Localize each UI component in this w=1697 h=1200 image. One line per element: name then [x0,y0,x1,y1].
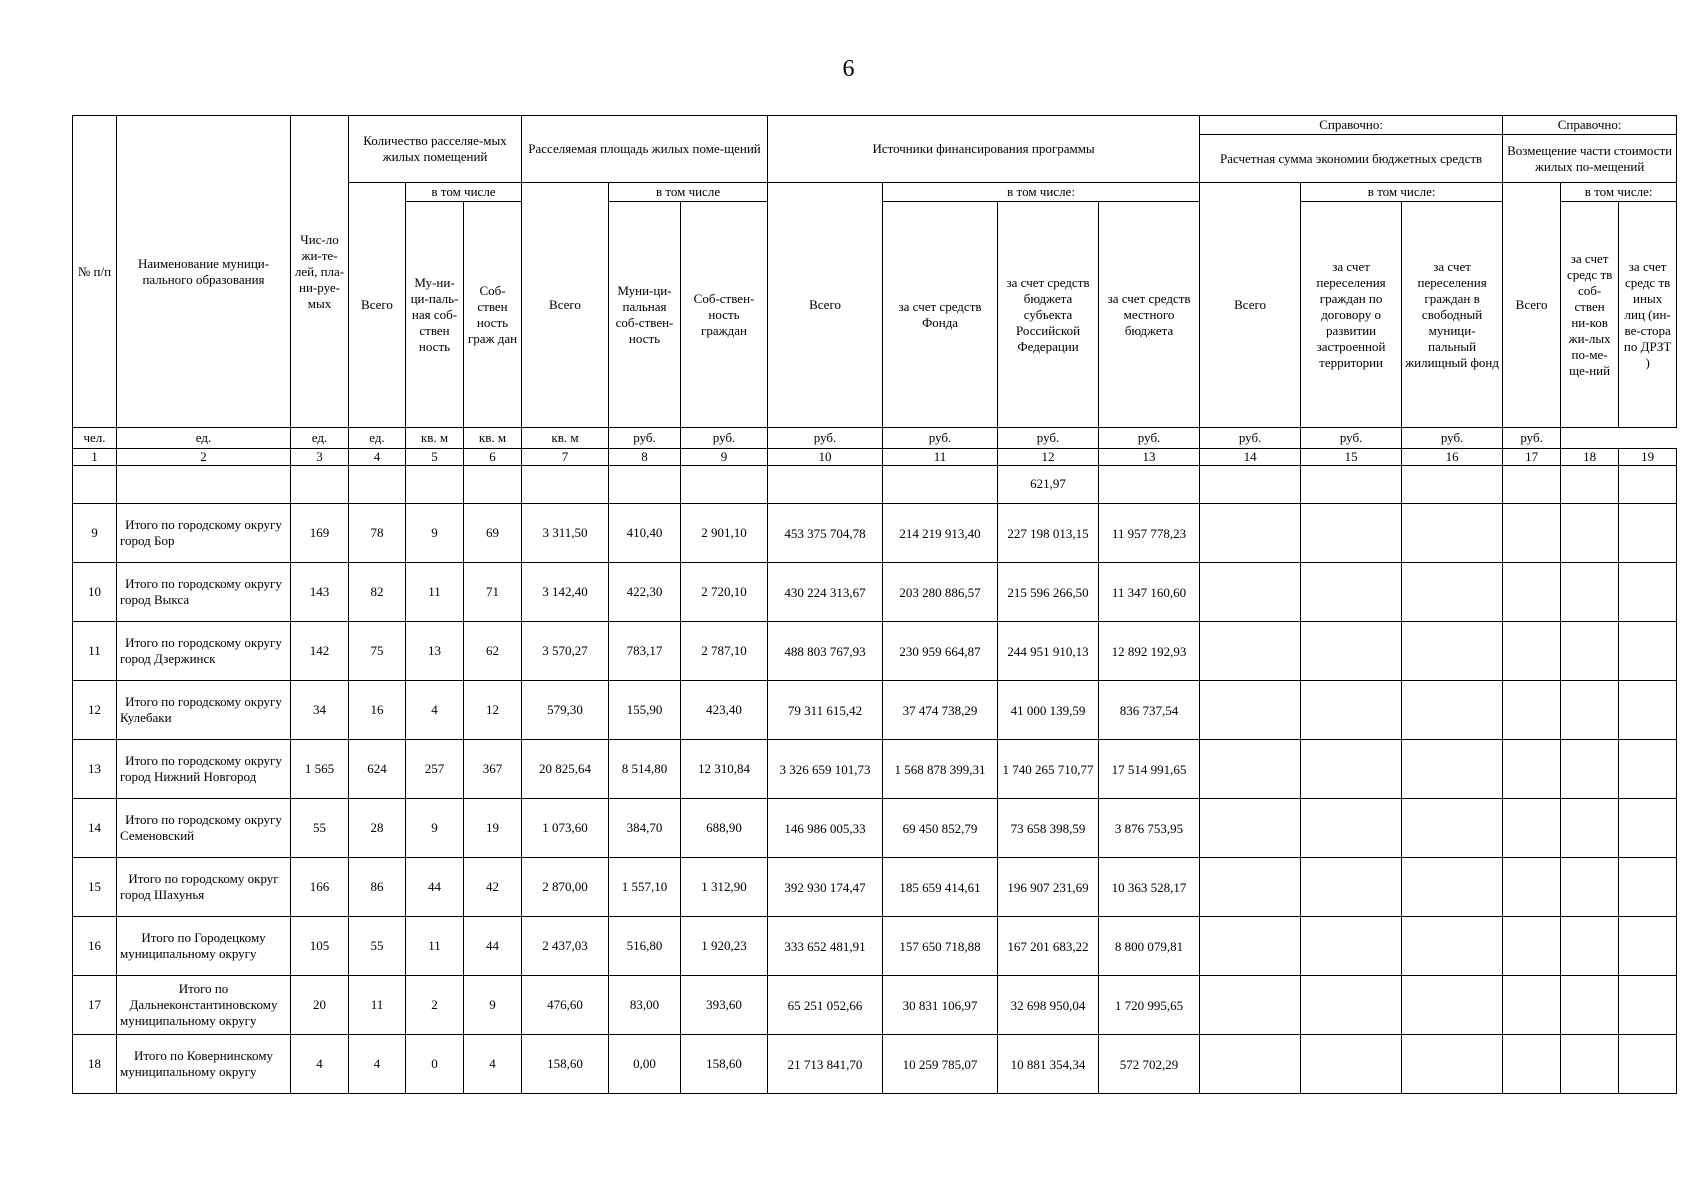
reference-empty-cell [1619,563,1677,622]
column-number: 13 [1099,449,1200,466]
financing-local-cell: 12 892 192,93 [1099,622,1200,681]
resettlement-table [72,115,1677,1094]
rooms-total-cell: 75 [349,622,406,681]
column-number: 5 [406,449,464,466]
reference-empty-cell [1561,504,1619,563]
unit-cell: руб. [1200,428,1301,449]
rooms-private-cell: 44 [464,917,522,976]
financing-total-cell: 146 986 005,33 [768,799,883,858]
municipality-name: Итого по городскому округу город Нижний Новгород [117,740,291,799]
reference-empty-cell [1301,1035,1402,1094]
header-incl: в том числе [406,183,522,202]
rooms-private-cell: 12 [464,681,522,740]
reference-empty-cell [1402,917,1503,976]
area-private-cell: 1 312,90 [681,858,768,917]
header-area-total: Всего [522,183,609,428]
area-municipal-cell: 384,70 [609,799,681,858]
column-number: 9 [681,449,768,466]
financing-local-cell: 11 347 160,60 [1099,563,1200,622]
municipality-name: Итого по городскому округ город Шахунья [117,858,291,917]
table-row [73,917,1677,976]
table-row [73,622,1677,681]
reference-empty-cell [1503,858,1561,917]
header-incl: в том числе [609,183,768,202]
area-total-cell: 2 870,00 [522,858,609,917]
rooms-municipal-cell: 4 [406,681,464,740]
reference-empty-cell [1402,1035,1503,1094]
row-number: 16 [73,917,117,976]
table-header [73,116,1677,504]
row-number: 9 [73,504,117,563]
rooms-total-cell: 86 [349,858,406,917]
rooms-total-cell: 11 [349,976,406,1035]
financing-fund-cell: 69 450 852,79 [883,799,998,858]
financing-fund-cell: 185 659 414,61 [883,858,998,917]
column-number: 15 [1301,449,1402,466]
financing-local-cell: 836 737,54 [1099,681,1200,740]
financing-fund-cell: 230 959 664,87 [883,622,998,681]
financing-total-cell: 430 224 313,67 [768,563,883,622]
rooms-municipal-cell: 257 [406,740,464,799]
reference-empty-cell [1619,1035,1677,1094]
rooms-municipal-cell: 11 [406,917,464,976]
header-local: за счет средств местного бюджета [1099,202,1200,428]
area-municipal-cell: 83,00 [609,976,681,1035]
header-num: № п/п [73,116,117,428]
reference-empty-cell [1561,622,1619,681]
header-rooms-municipal: Му-ни-ци-паль-ная соб-ствен ность [406,202,464,428]
rooms-private-cell: 62 [464,622,522,681]
table-row [73,858,1677,917]
reference-empty-cell [1619,622,1677,681]
financing-regional-cell: 10 881 354,34 [998,1035,1099,1094]
reference-empty-cell [1402,858,1503,917]
reference-empty-cell [1301,917,1402,976]
reference-empty-cell [1503,1035,1561,1094]
area-municipal-cell: 155,90 [609,681,681,740]
header-sources-group: Источники финансирования программы [768,116,1200,183]
table-row [73,1035,1677,1094]
header-comp-others: за счет средс тв иных лиц (ин-ве-стора по ДРЗТ ) [1619,202,1677,428]
reference-empty-cell [1200,799,1301,858]
unit-cell: руб. [1301,428,1402,449]
financing-fund-cell: 203 280 886,57 [883,563,998,622]
unit-cell: ед. [349,428,406,449]
residents-cell: 169 [291,504,349,563]
reference-empty-cell [1402,504,1503,563]
reference-empty-cell [1503,681,1561,740]
reference-empty-cell [1503,740,1561,799]
header-compensation-group: Возмещение части стоимости жилых по-мещений [1503,135,1677,183]
rooms-municipal-cell: 13 [406,622,464,681]
reference-empty-cell [1503,799,1561,858]
reference-empty-cell [1503,917,1561,976]
column-number: 17 [1503,449,1561,466]
header-reference-label: Справочно: [1200,116,1503,135]
table-row [73,563,1677,622]
row-number: 13 [73,740,117,799]
area-private-cell: 2 901,10 [681,504,768,563]
reference-empty-cell [1619,681,1677,740]
column-number: 4 [349,449,406,466]
area-total-cell: 1 073,60 [522,799,609,858]
row-number: 14 [73,799,117,858]
area-private-cell: 2 720,10 [681,563,768,622]
header-econ-contract: за счет переселения граждан по договору о развитии застроенной территории [1301,202,1402,428]
rooms-total-cell: 28 [349,799,406,858]
rooms-total-cell: 55 [349,917,406,976]
rooms-total-cell: 4 [349,1035,406,1094]
table-row [73,681,1677,740]
column-numbers-row [73,449,1677,466]
municipality-name: Итого по городскому округу Семеновский [117,799,291,858]
financing-total-cell: 3 326 659 101,73 [768,740,883,799]
rooms-total-cell: 82 [349,563,406,622]
header-comp-total: Всего [1503,183,1561,428]
unit-cell: чел. [73,428,117,449]
header-area-private: Соб-ствен-ность граждан [681,202,768,428]
financing-regional-cell: 196 907 231,69 [998,858,1099,917]
header-incl: в том числе: [883,183,1200,202]
reference-empty-cell [1619,504,1677,563]
area-total-cell: 3 142,40 [522,563,609,622]
column-number: 16 [1402,449,1503,466]
page-number: 6 [842,56,855,82]
area-total-cell: 2 437,03 [522,917,609,976]
financing-fund-cell: 37 474 738,29 [883,681,998,740]
reference-empty-cell [1200,504,1301,563]
reference-empty-cell [1301,504,1402,563]
rooms-total-cell: 624 [349,740,406,799]
financing-local-cell: 11 957 778,23 [1099,504,1200,563]
financing-fund-cell: 10 259 785,07 [883,1035,998,1094]
area-total-cell: 3 311,50 [522,504,609,563]
financing-regional-cell: 227 198 013,15 [998,504,1099,563]
reference-empty-cell [1301,799,1402,858]
column-number: 2 [117,449,291,466]
reference-empty-cell [1200,622,1301,681]
area-total-cell: 476,60 [522,976,609,1035]
municipality-name: Итого по городскому округу город Выкса [117,563,291,622]
area-private-cell: 2 787,10 [681,622,768,681]
area-municipal-cell: 783,17 [609,622,681,681]
financing-total-cell: 453 375 704,78 [768,504,883,563]
financing-fund-cell: 214 219 913,40 [883,504,998,563]
residents-cell: 4 [291,1035,349,1094]
area-municipal-cell: 8 514,80 [609,740,681,799]
municipality-name: Итого по Ковернинскому муниципальному округу [117,1035,291,1094]
financing-total-cell: 79 311 615,42 [768,681,883,740]
rooms-private-cell: 71 [464,563,522,622]
row-number: 18 [73,1035,117,1094]
column-number: 10 [768,449,883,466]
area-private-cell: 393,60 [681,976,768,1035]
reference-empty-cell [1561,799,1619,858]
column-number: 11 [883,449,998,466]
table-body [73,504,1677,1094]
rooms-private-cell: 69 [464,504,522,563]
financing-regional-cell: 32 698 950,04 [998,976,1099,1035]
rooms-municipal-cell: 9 [406,799,464,858]
area-municipal-cell: 422,30 [609,563,681,622]
column-number: 3 [291,449,349,466]
municipality-name: Итого по городскому округу город Дзержинск [117,622,291,681]
financing-total-cell: 21 713 841,70 [768,1035,883,1094]
financing-regional-cell: 1 740 265 710,77 [998,740,1099,799]
reference-empty-cell [1561,976,1619,1035]
unit-cell: руб. [1402,428,1503,449]
reference-empty-cell [1402,740,1503,799]
reference-empty-cell [1301,976,1402,1035]
unit-cell: руб. [681,428,768,449]
area-private-cell: 688,90 [681,799,768,858]
row-number: 10 [73,563,117,622]
area-total-cell: 158,60 [522,1035,609,1094]
table-row [73,740,1677,799]
reference-empty-cell [1301,563,1402,622]
rooms-municipal-cell: 11 [406,563,464,622]
rooms-municipal-cell: 2 [406,976,464,1035]
area-total-cell: 3 570,27 [522,622,609,681]
area-private-cell: 12 310,84 [681,740,768,799]
column-number: 6 [464,449,522,466]
header-reference-label: Справочно: [1503,116,1677,135]
financing-total-cell: 65 251 052,66 [768,976,883,1035]
reference-empty-cell [1503,976,1561,1035]
unit-cell: ед. [291,428,349,449]
unit-cell: руб. [883,428,998,449]
municipality-name: Итого по Городецкому муниципальному округу [117,917,291,976]
area-private-cell: 158,60 [681,1035,768,1094]
header-area-group: Расселяемая площадь жилых поме-щений [522,116,768,183]
row-number: 11 [73,622,117,681]
area-total-cell: 20 825,64 [522,740,609,799]
reference-empty-cell [1200,740,1301,799]
unit-cell: кв. м [522,428,609,449]
header-incl: в том числе: [1561,183,1677,202]
reference-empty-cell [1561,917,1619,976]
unit-cell: руб. [768,428,883,449]
reference-empty-cell [1561,740,1619,799]
carry-over-row [73,466,1677,504]
area-municipal-cell: 516,80 [609,917,681,976]
residents-cell: 105 [291,917,349,976]
municipality-name: Итого по городскому округу Кулебаки [117,681,291,740]
units-row [73,428,1677,449]
rooms-municipal-cell: 0 [406,1035,464,1094]
financing-regional-cell: 244 951 910,13 [998,622,1099,681]
header-econ-free: за счет переселения граждан в свободный муници-пальный жилищный фонд [1402,202,1503,428]
residents-cell: 143 [291,563,349,622]
rooms-private-cell: 42 [464,858,522,917]
financing-fund-cell: 1 568 878 399,31 [883,740,998,799]
financing-fund-cell: 157 650 718,88 [883,917,998,976]
rooms-municipal-cell: 44 [406,858,464,917]
reference-empty-cell [1619,740,1677,799]
financing-regional-cell: 167 201 683,22 [998,917,1099,976]
reference-empty-cell [1200,1035,1301,1094]
reference-empty-cell [1561,858,1619,917]
financing-regional-cell: 41 000 139,59 [998,681,1099,740]
unit-cell: руб. [998,428,1099,449]
column-number: 18 [1561,449,1619,466]
header-regional: за счет средств бюджета субъекта Российской Федерации [998,202,1099,428]
reference-empty-cell [1619,858,1677,917]
area-municipal-cell: 0,00 [609,1035,681,1094]
reference-empty-cell [1200,976,1301,1035]
rooms-total-cell: 16 [349,681,406,740]
financing-local-cell: 17 514 991,65 [1099,740,1200,799]
header-econ-total: Всего [1200,183,1301,428]
area-municipal-cell: 1 557,10 [609,858,681,917]
unit-cell: кв. м [464,428,522,449]
financing-local-cell: 10 363 528,17 [1099,858,1200,917]
financing-local-cell: 572 702,29 [1099,1035,1200,1094]
header-economy-group: Расчетная сумма экономии бюджетных средств [1200,135,1503,183]
reference-empty-cell [1561,563,1619,622]
area-private-cell: 423,40 [681,681,768,740]
reference-empty-cell [1301,681,1402,740]
reference-empty-cell [1561,1035,1619,1094]
reference-empty-cell [1301,740,1402,799]
unit-cell: ед. [117,428,291,449]
rooms-private-cell: 4 [464,1035,522,1094]
reference-empty-cell [1301,858,1402,917]
reference-empty-cell [1402,681,1503,740]
residents-cell: 166 [291,858,349,917]
financing-local-cell: 8 800 079,81 [1099,917,1200,976]
rooms-total-cell: 78 [349,504,406,563]
reference-empty-cell [1503,504,1561,563]
reference-empty-cell [1619,799,1677,858]
table-row [73,976,1677,1035]
municipality-name: Итого по городскому округу город Бор [117,504,291,563]
reference-empty-cell [1503,622,1561,681]
header-comp-owners: за счет средс тв соб-ствен ни-ков жи-лых по-ме-ще-ний [1561,202,1619,428]
reference-empty-cell [1402,563,1503,622]
table-row [73,799,1677,858]
financing-total-cell: 392 930 174,47 [768,858,883,917]
header-name: Наименование муници-пального образования [117,116,291,428]
financing-local-cell: 3 876 753,95 [1099,799,1200,858]
row-number: 17 [73,976,117,1035]
header-rooms-group: Количество расселяе-мых жилых помещений [349,116,522,183]
carry-over-value: 621,97 [998,466,1099,504]
reference-empty-cell [1619,917,1677,976]
column-number: 12 [998,449,1099,466]
header-residents: Чис-ло жи-те-лей, пла-ни-руе-мых [291,116,349,428]
residents-cell: 142 [291,622,349,681]
reference-empty-cell [1402,622,1503,681]
financing-total-cell: 488 803 767,93 [768,622,883,681]
area-total-cell: 579,30 [522,681,609,740]
reference-empty-cell [1402,976,1503,1035]
row-number: 15 [73,858,117,917]
residents-cell: 1 565 [291,740,349,799]
reference-empty-cell [1561,681,1619,740]
column-number: 19 [1619,449,1677,466]
unit-cell: руб. [1099,428,1200,449]
residents-cell: 55 [291,799,349,858]
financing-fund-cell: 30 831 106,97 [883,976,998,1035]
unit-cell: руб. [609,428,681,449]
rooms-private-cell: 367 [464,740,522,799]
area-municipal-cell: 410,40 [609,504,681,563]
financing-total-cell: 333 652 481,91 [768,917,883,976]
column-number: 8 [609,449,681,466]
rooms-private-cell: 9 [464,976,522,1035]
table-row [73,504,1677,563]
header-area-municipal: Муни-ци-пальная соб-ствен-ность [609,202,681,428]
unit-cell: руб. [1503,428,1561,449]
reference-empty-cell [1619,976,1677,1035]
residents-cell: 20 [291,976,349,1035]
residents-cell: 34 [291,681,349,740]
rooms-municipal-cell: 9 [406,504,464,563]
reference-empty-cell [1200,563,1301,622]
municipality-name: Итого по Дальнеконстантиновскому муниципальному округу [117,976,291,1035]
reference-empty-cell [1200,917,1301,976]
header-rooms-total: Всего [349,183,406,428]
reference-empty-cell [1200,681,1301,740]
column-number: 1 [73,449,117,466]
row-number: 12 [73,681,117,740]
rooms-private-cell: 19 [464,799,522,858]
financing-local-cell: 1 720 995,65 [1099,976,1200,1035]
financing-regional-cell: 215 596 266,50 [998,563,1099,622]
financing-regional-cell: 73 658 398,59 [998,799,1099,858]
reference-empty-cell [1301,622,1402,681]
header-rooms-private: Соб-ствен ность граж дан [464,202,522,428]
unit-cell: кв. м [406,428,464,449]
reference-empty-cell [1503,563,1561,622]
reference-empty-cell [1402,799,1503,858]
column-number: 14 [1200,449,1301,466]
reference-empty-cell [1200,858,1301,917]
header-incl: в том числе: [1301,183,1503,202]
column-number: 7 [522,449,609,466]
area-private-cell: 1 920,23 [681,917,768,976]
header-fund: за счет средств Фонда [883,202,998,428]
header-fin-total: Всего [768,183,883,428]
